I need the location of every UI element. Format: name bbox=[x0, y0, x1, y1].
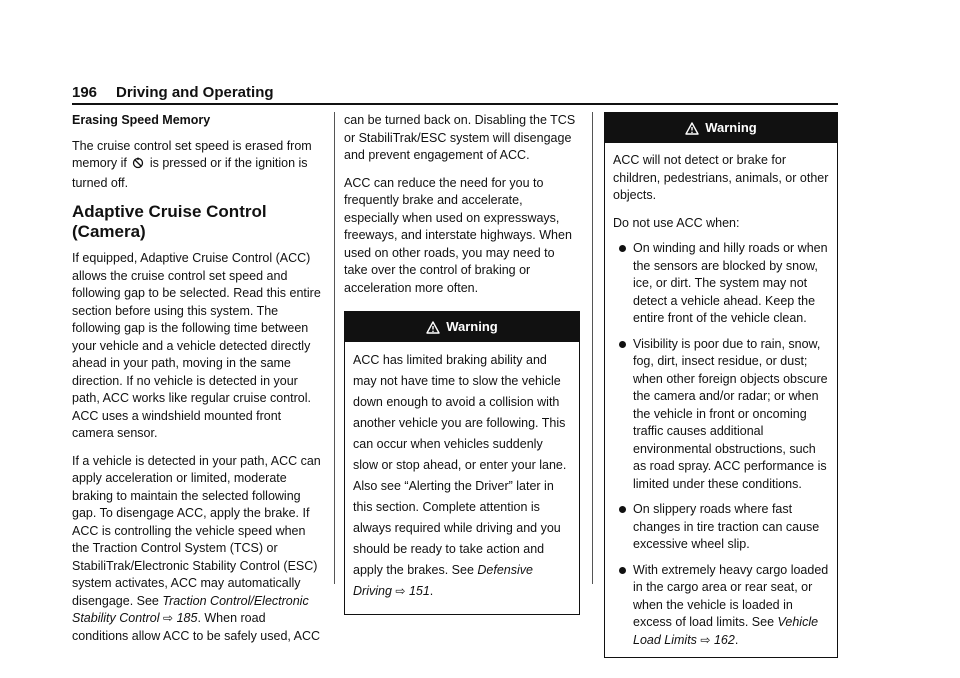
warning-title: Warning bbox=[446, 319, 498, 335]
paragraph-acc-detection bbox=[72, 453, 324, 646]
page-ref-arrow-icon: ⇨ bbox=[395, 584, 406, 598]
bullet-text: With extremely heavy cargo loaded in the cargo area or rear seat, or when the vehicle is loaded in excess of load limits. See bbox=[633, 562, 829, 629]
page-ref-185[interactable]: 185 bbox=[176, 611, 198, 625]
paragraph-text: ACC has limited braking ability and may not have time to slow the vehicle down enough to avoid a collision with another vehicle you are following. This can occur when vehicles suddenly slow or stop ahead, or enter your lane. Also see “Alerting the Driver” later in this section. Complete attention is always required while driving and you should be ready to take action and apply the brakes. See bbox=[353, 353, 567, 577]
link-traction-control[interactable]: Traction Control/Electronic Stability Control bbox=[72, 593, 309, 625]
bullet-text: On slippery roads where fast changes in tire traction can cause excessive wheel slip. bbox=[633, 502, 820, 551]
paragraph-text: is pressed or if the ignition is turned off. bbox=[72, 156, 308, 190]
page-header bbox=[72, 84, 838, 106]
section-title: Driving and Operating bbox=[116, 84, 274, 101]
bullet-text: On winding and hilly roads or when the sensors are blocked by snow, ice, or dirt. The system may not detect a vehicle ahead. Keep the entire front of the vehicle clean. bbox=[633, 241, 828, 325]
paragraph-acc-intro: If equipped, Adaptive Cruise Control (ACC) allows the cruise control set speed and following gap to be selected. Read this entire section before using this system. The following gap is the following time between your vehicle and a vehicle detected directly ahead in your path, moving in the same direction. If no vehicle is detected in your path, ACC works like regular cruise control. ACC uses a windshield mounted front camera sensor. bbox=[72, 251, 321, 440]
column-1 bbox=[72, 112, 324, 655]
link-defensive-driving[interactable]: Defensive Driving bbox=[353, 563, 533, 598]
column-3 bbox=[604, 112, 838, 658]
page-number: 196 bbox=[72, 84, 98, 101]
warning-intro: ACC will not detect or brake for children, pedestrians, animals, or other objects. bbox=[613, 153, 829, 202]
warning-box-braking bbox=[344, 311, 580, 615]
paragraph-erasing-speed bbox=[72, 138, 324, 193]
bullet-text: Visibility is poor due to rain, snow, fog, dirt, insect residue, or dust; when other foreign objects obscure the camera and/or radar; or when the vehicle in front or oncoming traffic causes additional environmental obstructions, such as road spray. ACC performance is limited under these conditions. bbox=[633, 336, 828, 491]
warning-bar bbox=[605, 113, 837, 143]
bullet-text: . bbox=[734, 632, 739, 647]
column-2 bbox=[344, 112, 580, 615]
bullet-icon bbox=[619, 506, 626, 513]
warning-box-detection bbox=[604, 112, 838, 658]
page-ref-151[interactable]: 151 bbox=[408, 584, 430, 598]
paragraph-acc-turn-on: can be turned back on. Disabling the TCS or StabiliTrak/ESC system will disengage and prevent engagement of ACC. bbox=[344, 113, 576, 162]
page-ref-162[interactable]: 162 bbox=[713, 632, 735, 647]
warning-bullet-list bbox=[613, 240, 829, 649]
link-vehicle-load-limits[interactable]: Vehicle Load Limits bbox=[633, 615, 819, 647]
bullet-icon bbox=[619, 567, 626, 574]
paragraph-text: . When road conditions allow ACC to be safely used, ACC bbox=[72, 611, 321, 643]
warning-title: Warning bbox=[705, 120, 757, 136]
page-ref-arrow-icon: ⇨ bbox=[163, 611, 174, 625]
cruise-cancel-icon bbox=[132, 157, 144, 175]
paragraph-acc-reduce: ACC can reduce the need for you to frequently brake and accelerate, especially when used on expressways, freeways, and interstate highways. When used on other roads, you may need to take over the control of braking or acceleration more often. bbox=[344, 175, 572, 295]
column-divider-2 bbox=[592, 112, 593, 584]
heading-adaptive-cruise-control: Adaptive Cruise Control (Camera) bbox=[72, 202, 267, 241]
header-rule bbox=[72, 103, 838, 105]
warning-lead: Do not use ACC when: bbox=[613, 215, 740, 230]
warning-triangle-icon bbox=[685, 122, 699, 135]
paragraph-text: If a vehicle is detected in your path, ACC can apply acceleration or limited, moderate braking to maintain the selected following gap. To disengage ACC, apply the brake. If ACC is controlling the vehicle speed when the Traction Control System (TCS) or StabiliTrak/Electronic Stability Control (ESC) system activates, ACC may automatically disengage. See bbox=[72, 453, 321, 608]
list-item bbox=[613, 501, 829, 554]
warning-body bbox=[345, 342, 579, 614]
warning-text bbox=[353, 350, 571, 602]
bullet-icon bbox=[619, 341, 626, 348]
bullet-icon bbox=[619, 245, 626, 252]
warning-body bbox=[605, 143, 837, 657]
list-item bbox=[613, 336, 829, 494]
subheading-erasing-speed-memory: Erasing Speed Memory bbox=[72, 113, 211, 127]
paragraph-text: . bbox=[429, 584, 434, 598]
paragraph-text: The cruise control set speed is erased from memory if bbox=[72, 138, 312, 170]
warning-triangle-icon bbox=[426, 321, 440, 334]
list-item bbox=[613, 562, 829, 650]
warning-bar bbox=[345, 312, 579, 342]
page-ref-arrow-icon: ⇨ bbox=[700, 632, 711, 647]
list-item bbox=[613, 240, 829, 328]
column-divider-1 bbox=[334, 112, 335, 584]
